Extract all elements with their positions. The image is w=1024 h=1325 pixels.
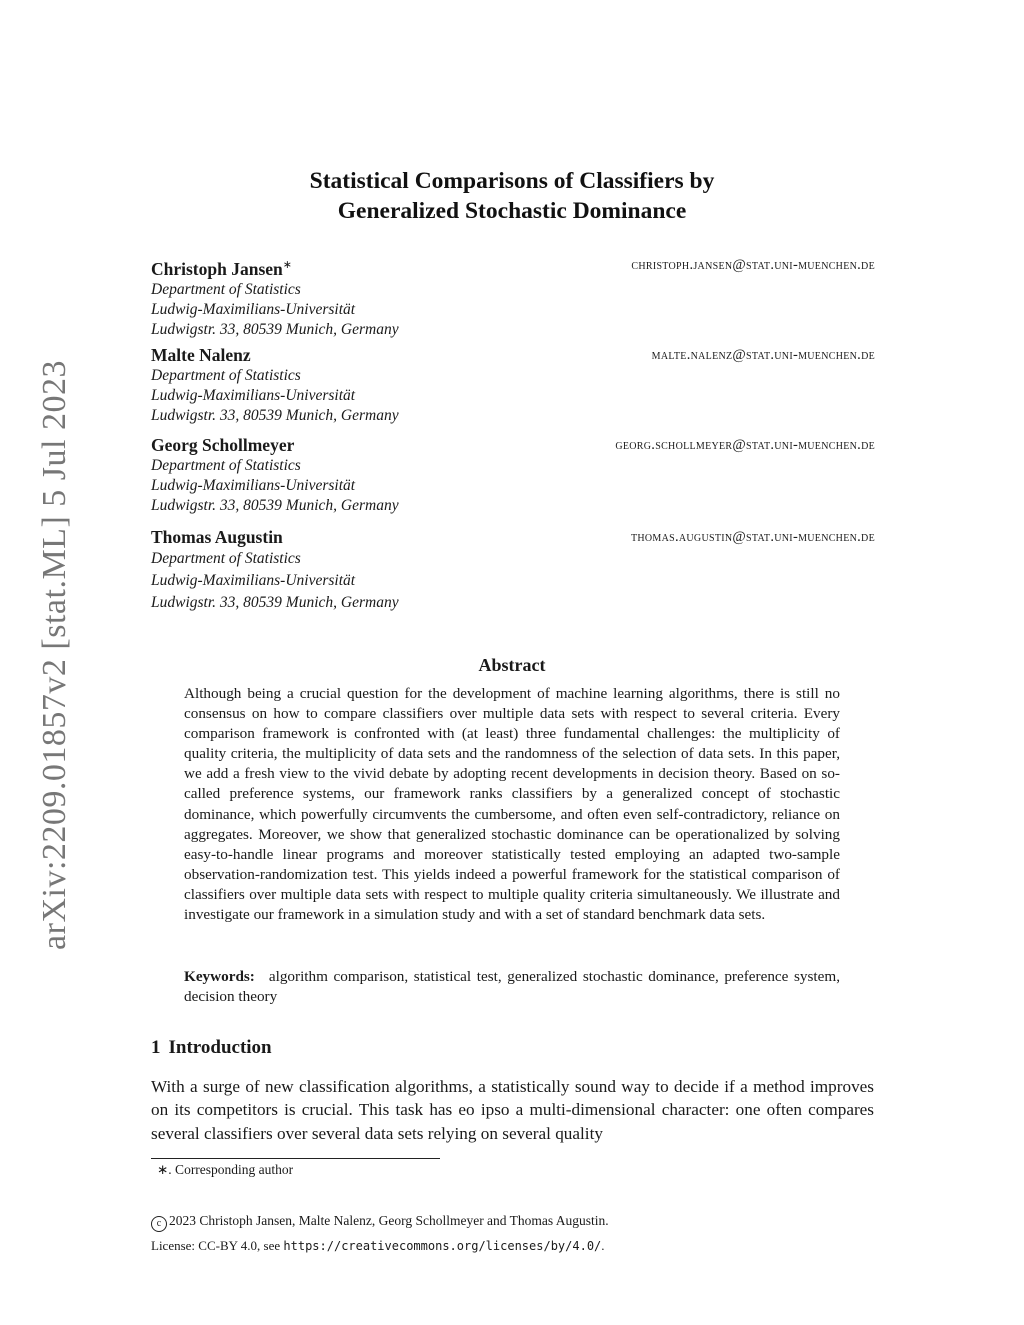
author-department: Department of Statistics <box>151 367 301 384</box>
footnote: ∗. Corresponding author <box>157 1162 294 1177</box>
author-block <box>151 527 875 614</box>
author-university: Ludwig-Maximilians-Universität <box>151 572 356 589</box>
author-email[interactable]: thomas.augustin@stat.uni-muenchen.de <box>630 529 875 545</box>
author-name: Thomas Augustin <box>151 527 283 547</box>
arxiv-identifier: arXiv:2209.01857v2 [stat.ML] 5 Jul 2023 <box>36 360 73 950</box>
abstract-text: Although being a crucial question for the development of machine learning algorithms, there is still no consensus on how to compare classifiers over multiple data sets with respect to several criteria. Every comparison framework is confronted with (at least) three fundamental challenges: the multiplicity of quality criteria, the multiplicity of data sets and the randomness of the selection of data sets. In this paper, we add a fresh view to the vivid debate by adopting recent developments in decision theory. Based on so-called preference systems, our framework ranks classifiers by a generalized concept of stochastic dominance, which powerfully circumvents the cumbersome, and often even self-contradictory, reliance on aggregates. Moreover, we show that generalized stochastic dominance can be operationalized by solving easy-to-handle linear programs and moreover statistically tested employing an adapted two-sample observation-randomization test. This yields indeed a powerful framework for the statistical comparison of classifiers over multiple data sets with respect to multiple quality criteria simultaneously. We illustrate and investigate our framework in a simulation study and with a set of standard benchmark data sets. <box>184 685 840 924</box>
author-block <box>151 345 875 426</box>
author-university: Ludwig-Maximilians-Universität <box>151 477 356 494</box>
author-department: Department of Statistics <box>151 550 301 567</box>
abstract-heading: Abstract <box>478 655 546 675</box>
author-email[interactable]: malte.nalenz@stat.uni-muenchen.de <box>651 347 875 363</box>
author-address: Ludwigstr. 33, 80539 Munich, Germany <box>151 497 399 514</box>
author-address: Ludwigstr. 33, 80539 Munich, Germany <box>151 407 399 424</box>
license-prefix: License: CC-BY 4.0, see <box>151 1238 284 1253</box>
copyright-symbol: c <box>151 1216 167 1232</box>
section-number: 1 <box>151 1037 161 1058</box>
author-marker: ∗ <box>282 259 292 271</box>
author-address: Ludwigstr. 33, 80539 Munich, Germany <box>151 320 399 338</box>
author-email[interactable]: georg.schollmeyer@stat.uni-muenchen.de <box>615 437 875 453</box>
footnote-divider <box>151 1158 440 1159</box>
section-title: Introduction <box>168 1037 272 1058</box>
keywords <box>184 967 840 1007</box>
copyright-text: 2023 Christoph Jansen, Malte Nalenz, Georg Schollmeyer and Thomas Augustin. <box>169 1213 609 1228</box>
license-suffix: . <box>601 1238 605 1253</box>
author-department: Department of Statistics <box>151 457 301 474</box>
author-block <box>151 435 875 516</box>
author-university: Ludwig-Maximilians-Universität <box>151 300 356 318</box>
keywords-label: Keywords: <box>184 968 255 985</box>
title-line-2: Generalized Stochastic Dominance <box>337 198 687 224</box>
author-name: Christoph Jansen∗ <box>151 258 292 279</box>
license-notice <box>151 1238 605 1254</box>
author-university: Ludwig-Maximilians-Universität <box>151 387 356 404</box>
paper-title <box>150 166 874 226</box>
author-email[interactable]: christoph.jansen@stat.uni-muenchen.de <box>631 257 875 273</box>
section-heading <box>151 1037 272 1059</box>
introduction-text: With a surge of new classification algorithms, a statistically sound way to decide if a method improves on its competitors is crucial. This task has eo ipso a multi-dimensional character: one often compares several classifiers over several data sets relying on several quality <box>151 1077 874 1143</box>
author-address: Ludwigstr. 33, 80539 Munich, Germany <box>151 594 399 611</box>
author-name: Georg Schollmeyer <box>151 435 295 455</box>
author-block <box>151 255 875 340</box>
author-name: Malte Nalenz <box>151 345 251 365</box>
keywords-list: algorithm comparison, statistical test, generalized stochastic dominance, preference system, decision theory <box>184 968 840 1006</box>
author-department: Department of Statistics <box>151 280 301 298</box>
license-link[interactable]: https://creativecommons.org/licenses/by/4.0/ <box>283 1239 602 1253</box>
title-line-1: Statistical Comparisons of Classifiers by <box>309 168 715 194</box>
copyright-notice <box>151 1213 609 1232</box>
